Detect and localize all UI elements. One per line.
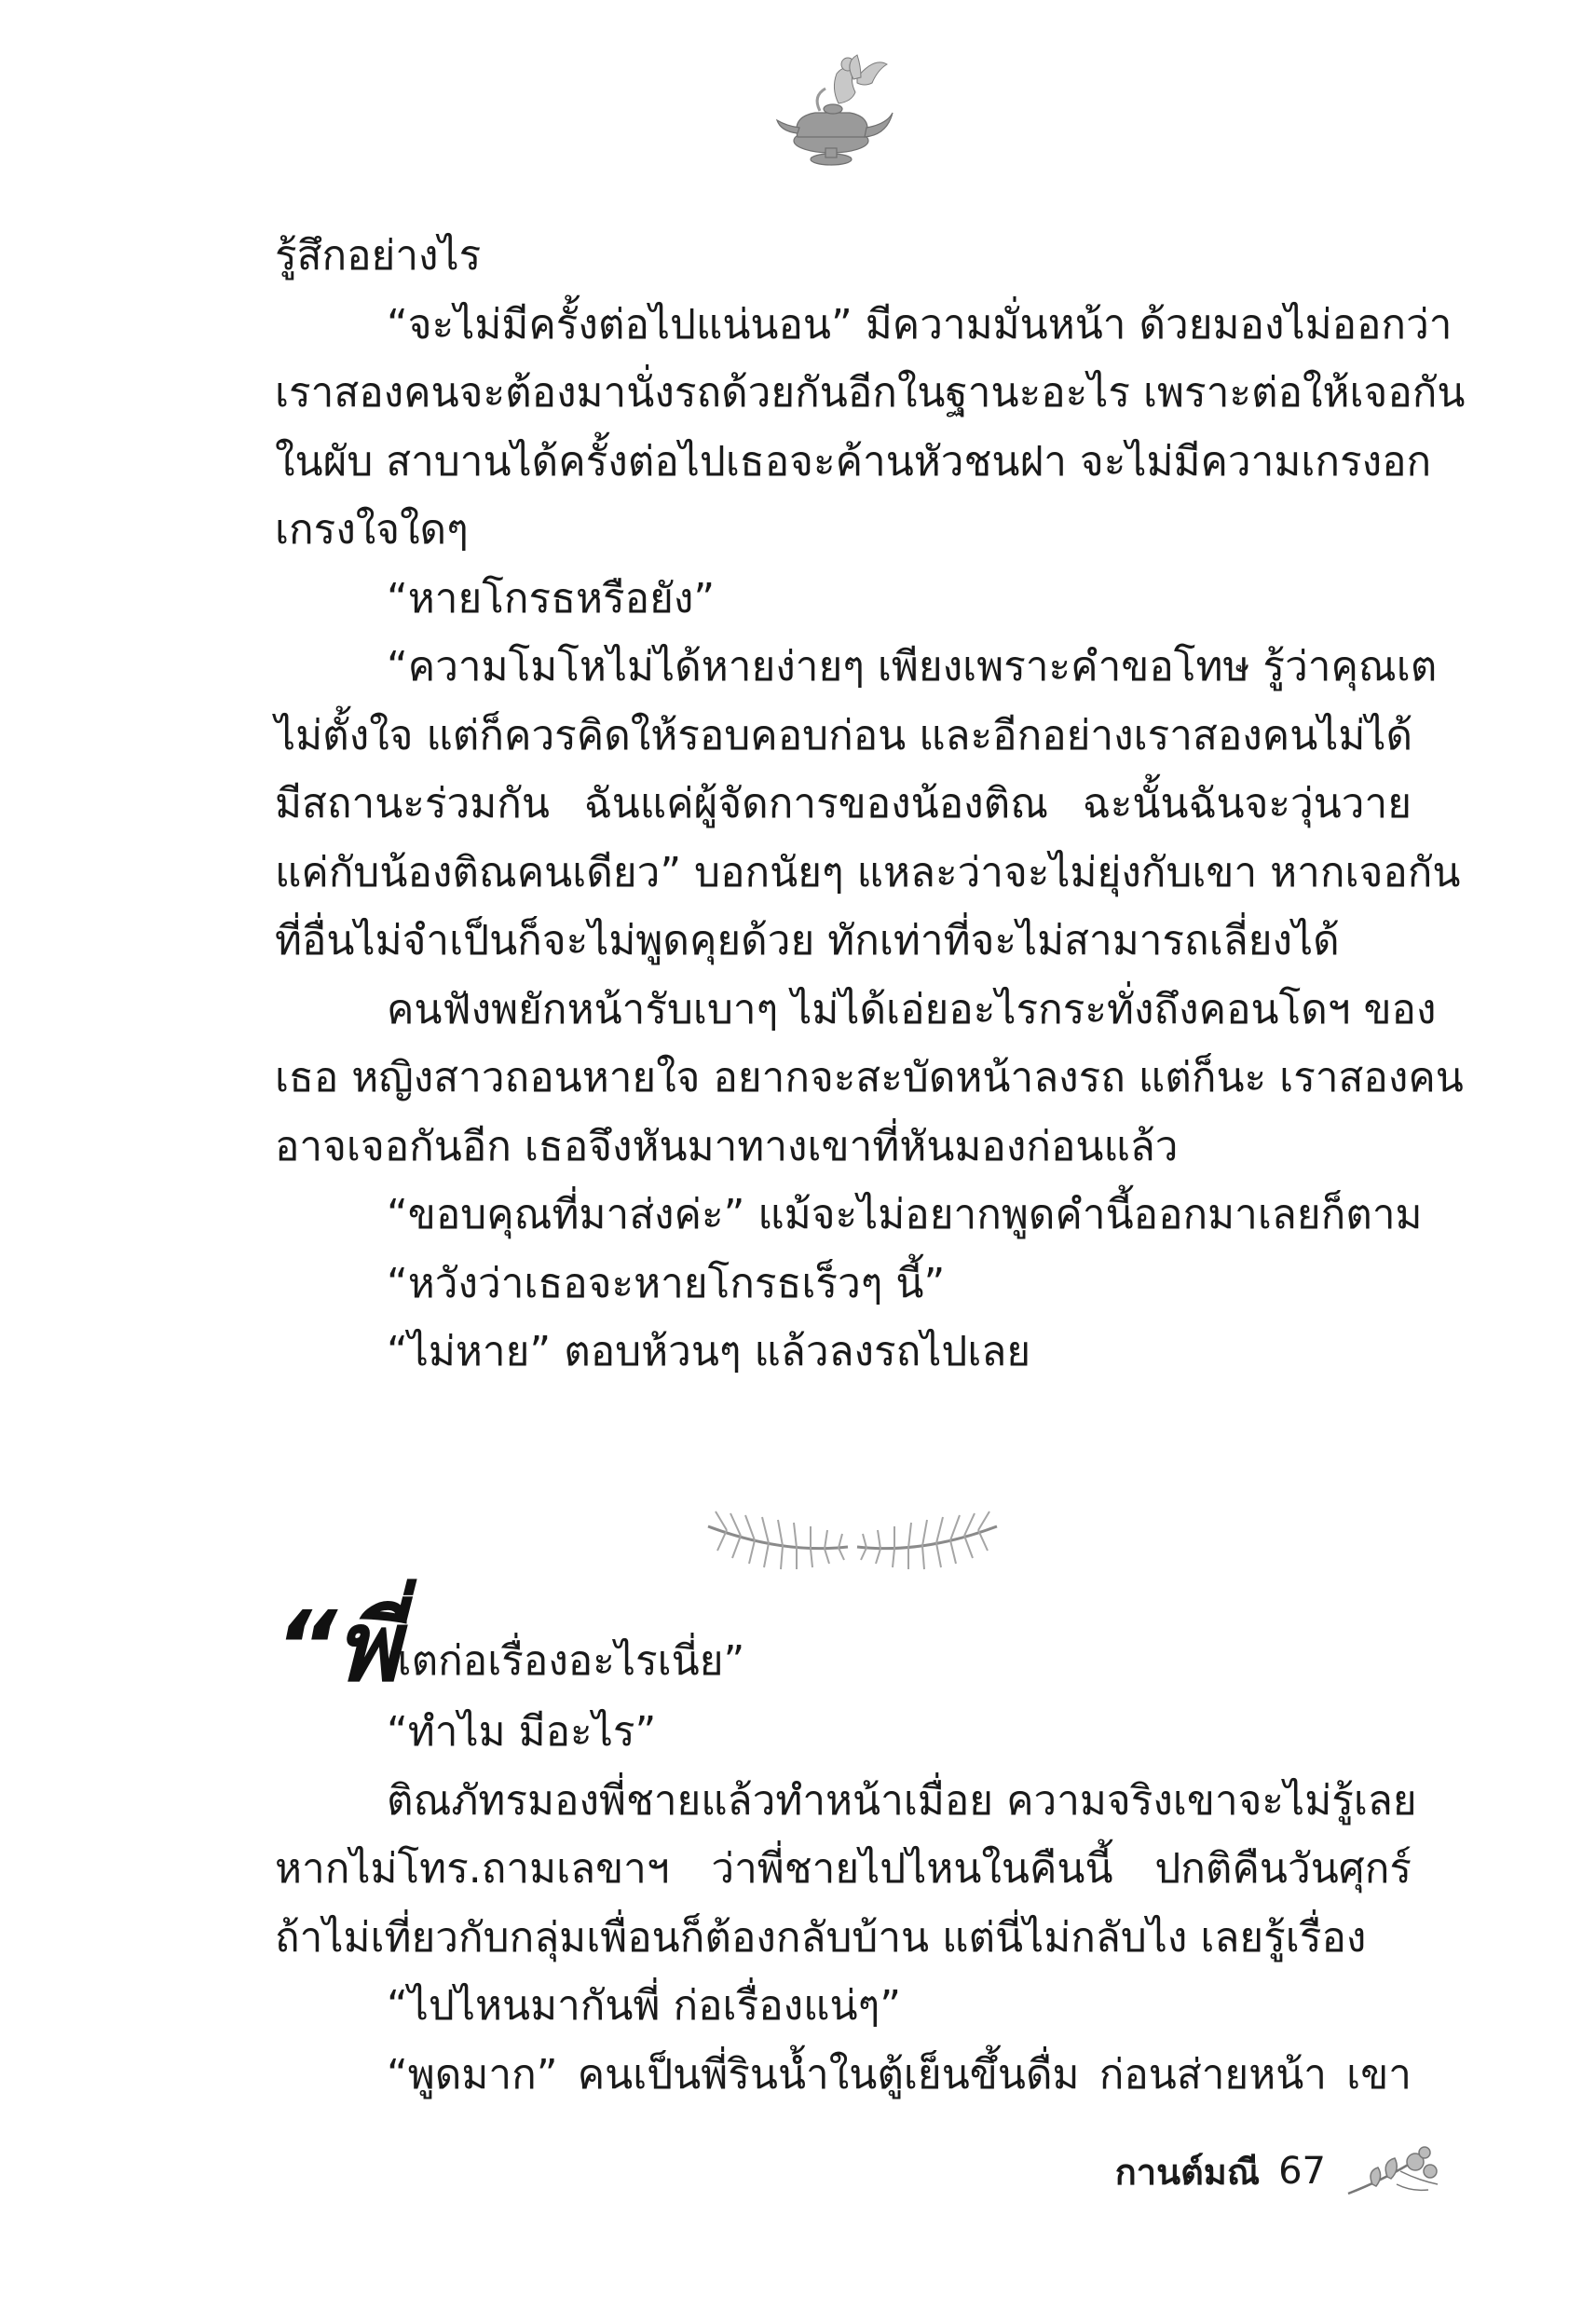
- paragraph-line: “ไม่หาย” ตอบห้วนๆ แล้วลงรถไปเลย: [387, 1328, 1031, 1375]
- paragraph-line: รู้สึกอย่างไร: [275, 232, 482, 280]
- feather-divider-icon: [689, 1489, 1016, 1592]
- paragraph-line: “หายโกรธหรือยัง”: [387, 574, 716, 622]
- flower-ornament-icon: [1344, 2143, 1447, 2199]
- paragraph-line: คนฟังพยักหน้ารับเบาๆ ไม่ได้เอ่ยอะไรกระทั่งถึงคอนโดฯ ของ: [387, 985, 1437, 1033]
- genie-lamp-ornament-icon: [764, 51, 904, 172]
- paragraph-line: “ไปไหนมากันพี่ ก่อเรื่องแน่ๆ”: [387, 1982, 901, 2030]
- page-footer: [1115, 2143, 1447, 2199]
- paragraph-line: ที่อื่นไม่จำเป็นก็จะไม่พูดคุยด้วย ทักเท่าที่จะไม่สามารถเลี่ยงได้: [275, 917, 1340, 964]
- paragraph-line: เกรงใจใดๆ: [275, 506, 469, 554]
- body-text-section-2: [275, 1590, 1417, 2109]
- paragraph-line: “ทำไม มีอะไร”: [387, 1708, 657, 1756]
- paragraph-line: “หวังว่าเธอจะหายโกรธเร็วๆ นี้”: [387, 1259, 946, 1307]
- paragraph-line: แค่กับน้องติณคนเดียว” บอกนัยๆ แหละว่าจะไม่ยุ่งกับเขา หากเจอกัน: [275, 848, 1461, 896]
- paragraph-line: ถ้าไม่เที่ยวกับกลุ่มเพื่อนก็ต้องกลับบ้าน แต่นี่ไม่กลับไง เลยรู้เรื่อง: [275, 1913, 1367, 1962]
- author-name: กานต์มณี: [1114, 2151, 1261, 2193]
- drop-cap-line-text: เตก่อเรื่องอะไรเนี่ย”: [397, 1637, 745, 1685]
- paragraph-line: “ขอบคุณที่มาส่งค่ะ” แม้จะไม่อยากพูดคำนี้ออกมาเลยก็ตาม: [387, 1191, 1423, 1238]
- paragraph-line: “พูดมาก” คนเป็นพี่รินน้ำในตู้เย็นขึ้นดื่ม ก่อนส่ายหน้า เขา: [387, 2050, 1412, 2099]
- paragraph-line: ในผับ สาบานได้ครั้งต่อไปเธอจะค้านหัวชนฝา จะไม่มีความเกรงอก: [275, 437, 1432, 485]
- body-text-section-1: [275, 222, 1466, 1387]
- paragraph-line: ไม่ตั้งใจ แต่ก็ควรคิดให้รอบคอบก่อน และอีกอย่างเราสองคนไม่ได้: [275, 711, 1413, 759]
- paragraph-line: มีสถานะร่วมกัน ฉันแค่ผู้จัดการของน้องติณ ฉะนั้นฉันจะวุ่นวาย: [275, 780, 1412, 827]
- paragraph-line: ติณภัทรมองพี่ชายแล้วทำหน้าเมื่อย ความจริงเขาจะไม่รู้เลย: [387, 1776, 1417, 1825]
- drop-cap-line: [275, 1590, 1412, 1703]
- paragraph-line: “จะไม่มีครั้งต่อไปแน่นอน” มีความมั่นหน้า ด้วยมองไม่ออกว่า: [387, 300, 1453, 349]
- paragraph-line: เราสองคนจะต้องมานั่งรถด้วยกันอีกในฐานะอะไร เพราะต่อให้เจอกัน: [275, 369, 1466, 417]
- paragraph-line: หากไม่โทร.ถามเลขาฯ ว่าพี่ชายไปไหนในคืนนี้ ปกติคืนวันศุกร์: [275, 1845, 1412, 1893]
- paragraph-line: อาจเจอกันอีก เธอจึงหันมาทางเขาที่หันมองก่อนแล้ว: [275, 1122, 1179, 1170]
- paragraph-line: เธอ หญิงสาวถอนหายใจ อยากจะสะบัดหน้าลงรถ แต่ก็นะ เราสองคน: [275, 1054, 1464, 1101]
- paragraph-line: “ความโมโหไม่ได้หายง่ายๆ เพียงเพราะคำขอโทษ รู้ว่าคุณเต: [387, 643, 1438, 691]
- page-number: 67: [1278, 2150, 1326, 2193]
- drop-cap: “พี่: [275, 1590, 398, 1703]
